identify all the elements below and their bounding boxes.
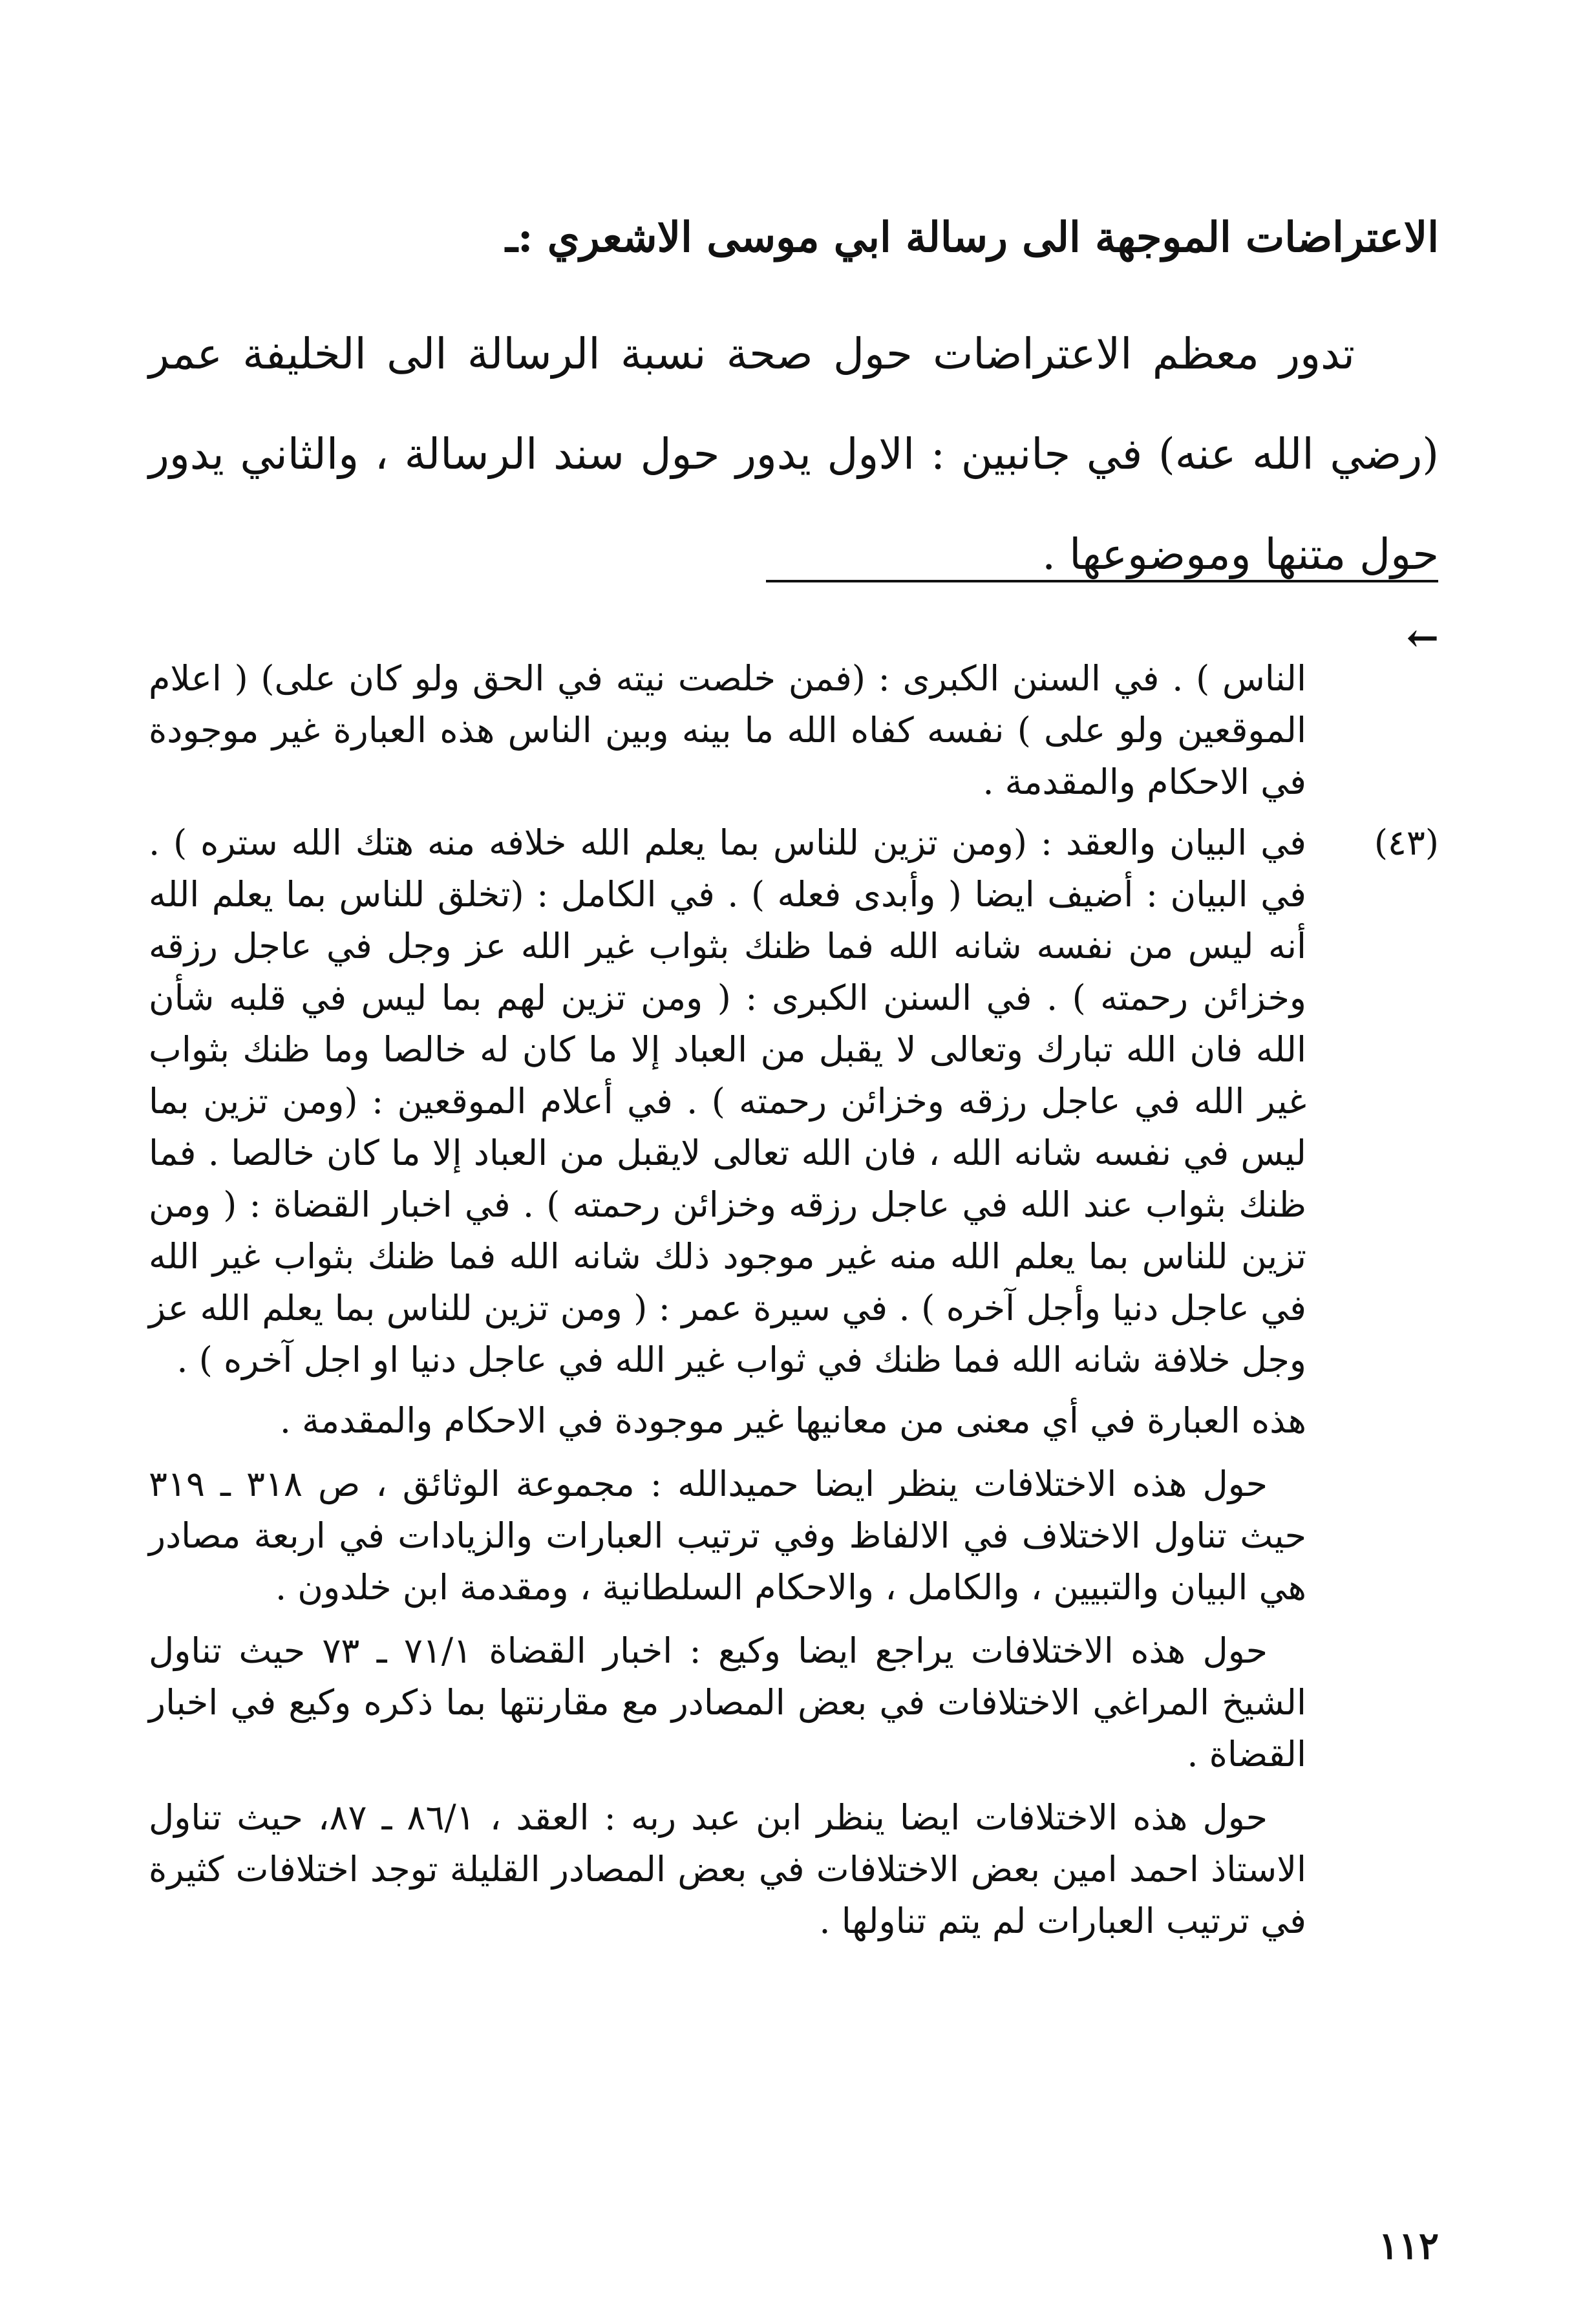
footnote-continued xyxy=(149,653,1439,808)
footnote-paragraph: هذه العبارة في أي معنى من معانيها غير موجودة في الاحكام والمقدمة . xyxy=(279,1400,1306,1441)
footnote-text: الناس ) . في السنن الكبرى : (فمن خلصت نيته في الحق ولو كان على) ( اعلام الموقعين ولو على ) نفسه كفاه الله ما بينه وبين الناس هذه العبارة غير موجودة في الاحكام والمقدمة . xyxy=(149,658,1306,802)
footnote-text: في البيان والعقد : (ومن تزين للناس بما يعلم الله خلافه منه هتك الله ستره ) . في البيان : أضيف ايضا ( وأبدى فعله ) . في الكامل : (تخلق للناس بما يعلم الله أنه ليس من نفسه شانه الله فما ظنك بثواب غير الله عز وجل في عاجل رزقه وخزائن رحمته ) . في السنن الكبرى : ( ومن تزين لهم بما ليس في قلبه شأن الله فان الله تبارك وتعالى لا يقبل من العباد إلا ما كان له خالصا وما ظنك بثواب غير الله في عاجل رزقه وخزائن رحمته ) . في أعلام الموقعين : (ومن تزين بما ليس في نفسه شانه الله ، فان الله تعالى لايقبل من العباد إلا ما كان خالصا . فما ظنك بثواب عند الله في عاجل رزقه وخزائن رحمته ) . في اخبار القضاة : ( ومن تزين للناس بما يعلم الله منه غير موجود ذلك شانه الله فما ظنك بثواب غير الله في عاجل دنيا وأجل آخره ) . في سيرة عمر : ( ومن تزين للناس بما يعلم الله عز وجل خلافة شانه الله فما ظنك في ثواب غير الله في عاجل دنيا او اجل آخره ) . xyxy=(149,822,1306,1380)
page-number: ١١٢ xyxy=(1378,2224,1439,2268)
footnote-paragraph: حول هذه الاختلافات ايضا ينظر ابن عبد ربه : العقد ، ٨٦/١ ـ ٨٧، حيث تناول الاستاذ احمد امين بعض الاختلافات في بعض المصادر القليلة توجد اختلافات كثيرة في ترتيب العبارات لم يتم تناولها . xyxy=(149,1797,1306,1941)
footnote-43 xyxy=(149,817,1439,1386)
footnotes xyxy=(149,653,1439,1959)
footnote-number: (٤٣) xyxy=(1374,822,1439,863)
intro-paragraph: تدور معظم الاعتراضات حول صحة نسبة الرسالة الى الخليفة عمر (رضي الله عنه) في جانبين : الاول يدور حول سند الرسالة ، والثاني يدور حول متنها وموضوعها . xyxy=(149,329,1439,579)
continuation-arrow-icon: ← xyxy=(1406,615,1439,661)
footnote-paragraph: حول هذه الاختلافات يراجع ايضا وكيع : اخبار القضاة ٧١/١ ـ ٧٣ حيث تناول الشيخ المراغي الاختلافات في بعض المصادر مع مقارنتها بما ذكره وكيع في اخبار القضاة . xyxy=(149,1630,1306,1775)
footnote-paragraph: حول هذه الاختلافات ينظر ايضا حميدالله : مجموعة الوثائق ، ص ٣١٨ ـ ٣١٩ حيث تناول الاختلاف في الالفاظ وفي ترتيب العبارات والزيادات في اربعة مصادر هي البيان والتبيين ، والكامل ، والاحكام السلطانية ، ومقدمة ابن خلدون . xyxy=(149,1464,1307,1608)
footnote-separator xyxy=(766,580,1438,582)
section-heading: الاعتراضات الموجهة الى رسالة ابي موسى الاشعري :ـ xyxy=(505,213,1439,262)
